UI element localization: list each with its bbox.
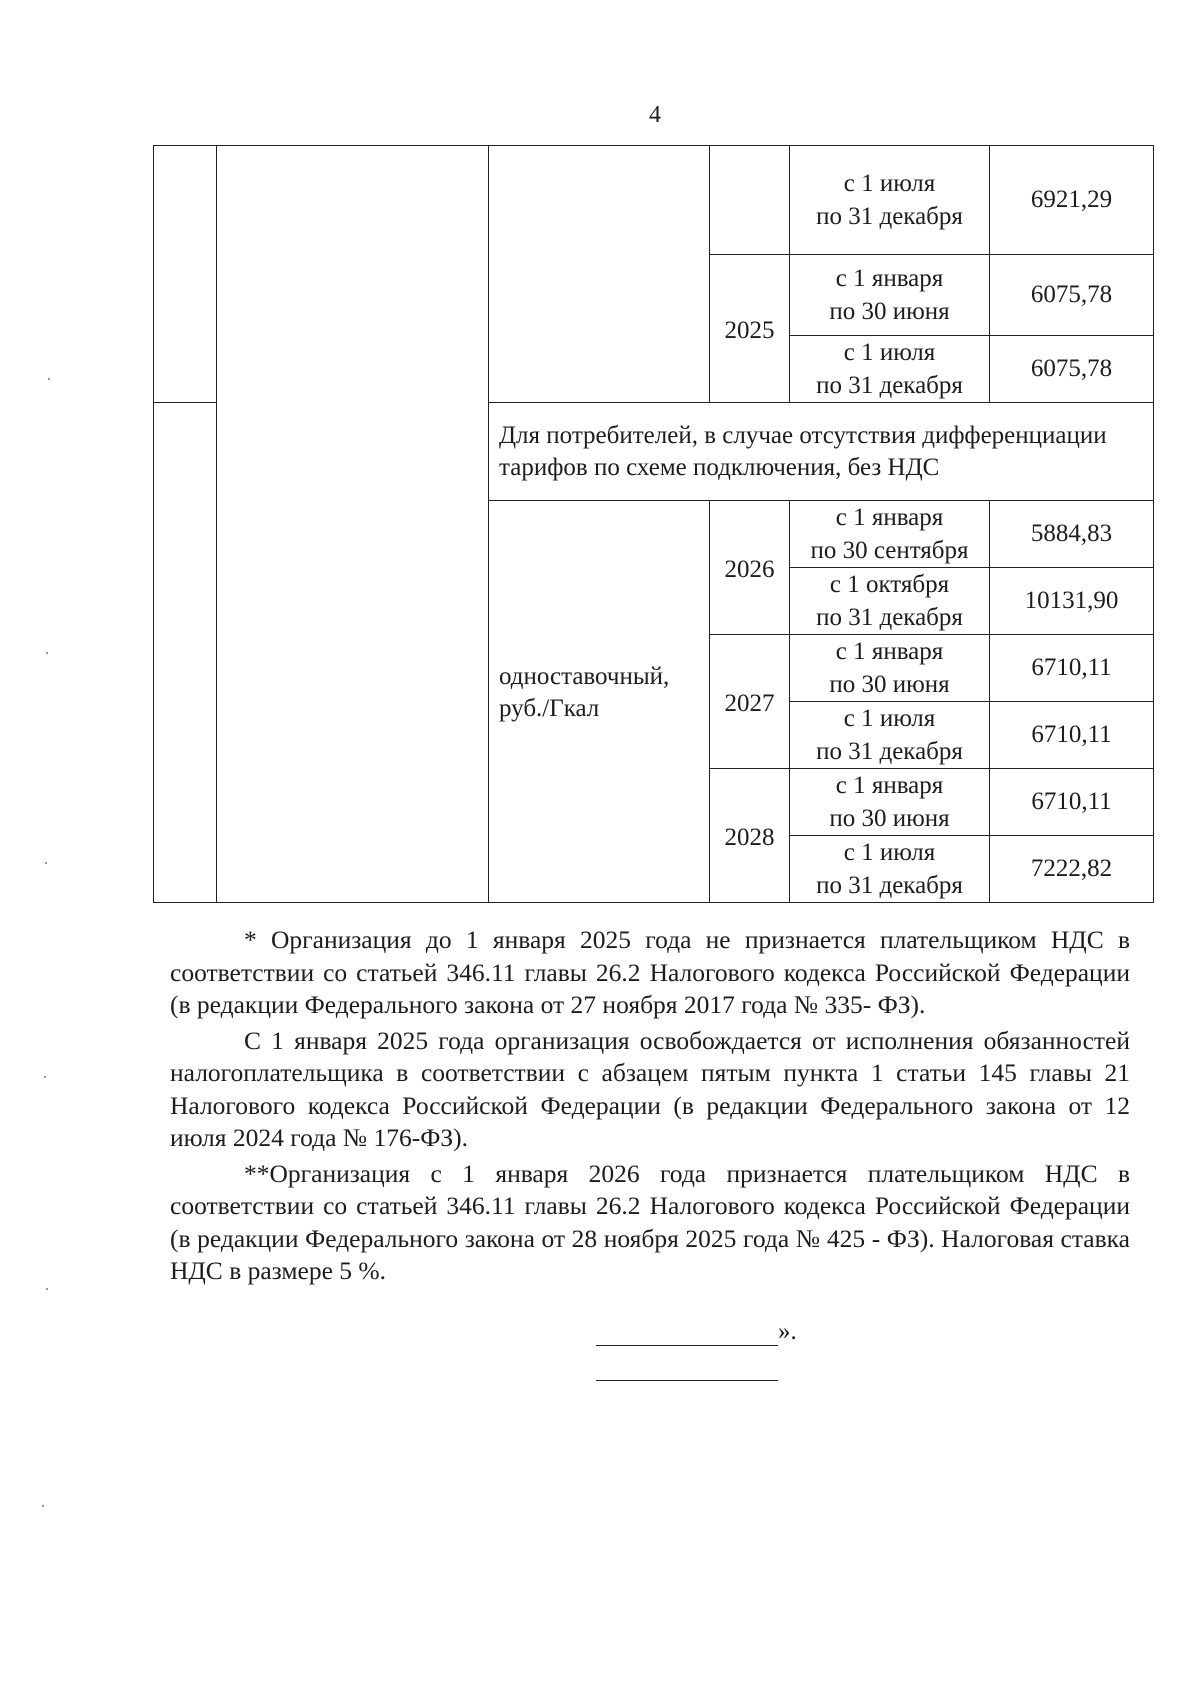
year-cell: 2028 bbox=[710, 769, 790, 903]
tariff-value: 6921,29 bbox=[990, 146, 1154, 255]
period-cell bbox=[790, 146, 990, 255]
closing-mark bbox=[596, 1318, 797, 1346]
period-cell bbox=[790, 568, 990, 635]
period-to: по 30 июня bbox=[829, 805, 950, 832]
separator-line bbox=[596, 1380, 778, 1381]
period-cell bbox=[790, 836, 990, 903]
period-to: по 31 декабря bbox=[816, 872, 963, 899]
scan-speck bbox=[45, 862, 47, 864]
scan-speck bbox=[46, 652, 48, 654]
period-to: по 30 июня bbox=[829, 298, 950, 325]
period-cell bbox=[790, 501, 990, 568]
period-from: с 1 июля bbox=[843, 705, 936, 732]
tariff-value: 6075,78 bbox=[990, 336, 1154, 403]
footnote-3: **Организация с 1 января 2026 года признается плательщиком НДС в соответствии со статьей 346.11 главы 26.2 Налогового кодекса Российской Федерации (в редакции Федерального закона от 28 ноября 2025 года № 425 - ФЗ). Налоговая ставка НДС в размере 5 %. bbox=[170, 1158, 1130, 1285]
period-from: с 1 января bbox=[835, 265, 944, 292]
organization-cell bbox=[217, 146, 489, 903]
tariff-type-cell: одноставочный, руб./Гкал bbox=[489, 501, 710, 903]
year-cell-previous bbox=[710, 146, 790, 255]
tariff-value: 6710,11 bbox=[990, 769, 1154, 836]
period-from: с 1 июля bbox=[843, 339, 936, 366]
consumer-group-header: Для потребителей, в случае отсутствия дифференциации тарифов по схеме подключения, без НДС bbox=[489, 403, 1154, 501]
num-column-cell bbox=[154, 403, 217, 903]
period-cell bbox=[790, 769, 990, 836]
period-cell bbox=[790, 702, 990, 769]
page-number: 4 bbox=[649, 102, 661, 128]
period-from: с 1 октября bbox=[829, 571, 950, 598]
tariff-value: 7222,82 bbox=[990, 836, 1154, 903]
year-cell: 2026 bbox=[710, 501, 790, 635]
tariff-value: 6710,11 bbox=[990, 635, 1154, 702]
period-cell bbox=[790, 336, 990, 403]
period-to: по 30 сентября bbox=[810, 537, 969, 564]
period-from: с 1 января bbox=[835, 504, 944, 531]
closing-quote: ». bbox=[778, 1318, 797, 1345]
period-to: по 31 декабря bbox=[816, 203, 963, 230]
footnotes bbox=[170, 924, 1130, 1291]
tariff-value: 10131,90 bbox=[990, 568, 1154, 635]
scan-speck bbox=[44, 1076, 46, 1078]
year-cell: 2025 bbox=[710, 255, 790, 403]
signature-line bbox=[596, 1321, 778, 1346]
period-from: с 1 января bbox=[835, 638, 944, 665]
period-to: по 31 декабря bbox=[816, 738, 963, 765]
period-cell bbox=[790, 635, 990, 702]
num-column-cell bbox=[154, 146, 217, 403]
period-from: с 1 июля bbox=[843, 170, 936, 197]
scan-speck bbox=[46, 1288, 48, 1290]
period-to: по 30 июня bbox=[829, 671, 950, 698]
footnote-1: * Организация до 1 января 2025 года не признается плательщиком НДС в соответствии со статьей 346.11 главы 26.2 Налогового кодекса Российской Федерации (в редакции Федерального закона от 27 ноября 2017 года № 335- ФЗ). bbox=[170, 925, 1130, 1019]
scan-speck bbox=[48, 378, 50, 380]
period-to: по 31 декабря bbox=[816, 372, 963, 399]
table-row bbox=[154, 146, 1154, 255]
period-from: с 1 июля bbox=[843, 839, 936, 866]
footnote-2: С 1 января 2025 года организация освобождается от исполнения обязанностей налогоплательщика в соответствии с абзацем пятым пункта 1 статьи 145 главы 21 Налогового кодекса Российской Федерации (в редакции Федерального закона от 12 июля 2024 года № 176-ФЗ). bbox=[170, 1025, 1130, 1152]
period-to: по 31 декабря bbox=[816, 604, 963, 631]
scan-speck bbox=[42, 1505, 44, 1507]
tariff-value: 6710,11 bbox=[990, 702, 1154, 769]
tariff-table bbox=[153, 145, 1154, 903]
year-cell: 2027 bbox=[710, 635, 790, 769]
period-from: с 1 января bbox=[835, 772, 944, 799]
tariff-value: 5884,83 bbox=[990, 501, 1154, 568]
period-cell bbox=[790, 255, 990, 336]
tariff-value: 6075,78 bbox=[990, 255, 1154, 336]
tariff-type-cell-previous bbox=[489, 146, 710, 403]
